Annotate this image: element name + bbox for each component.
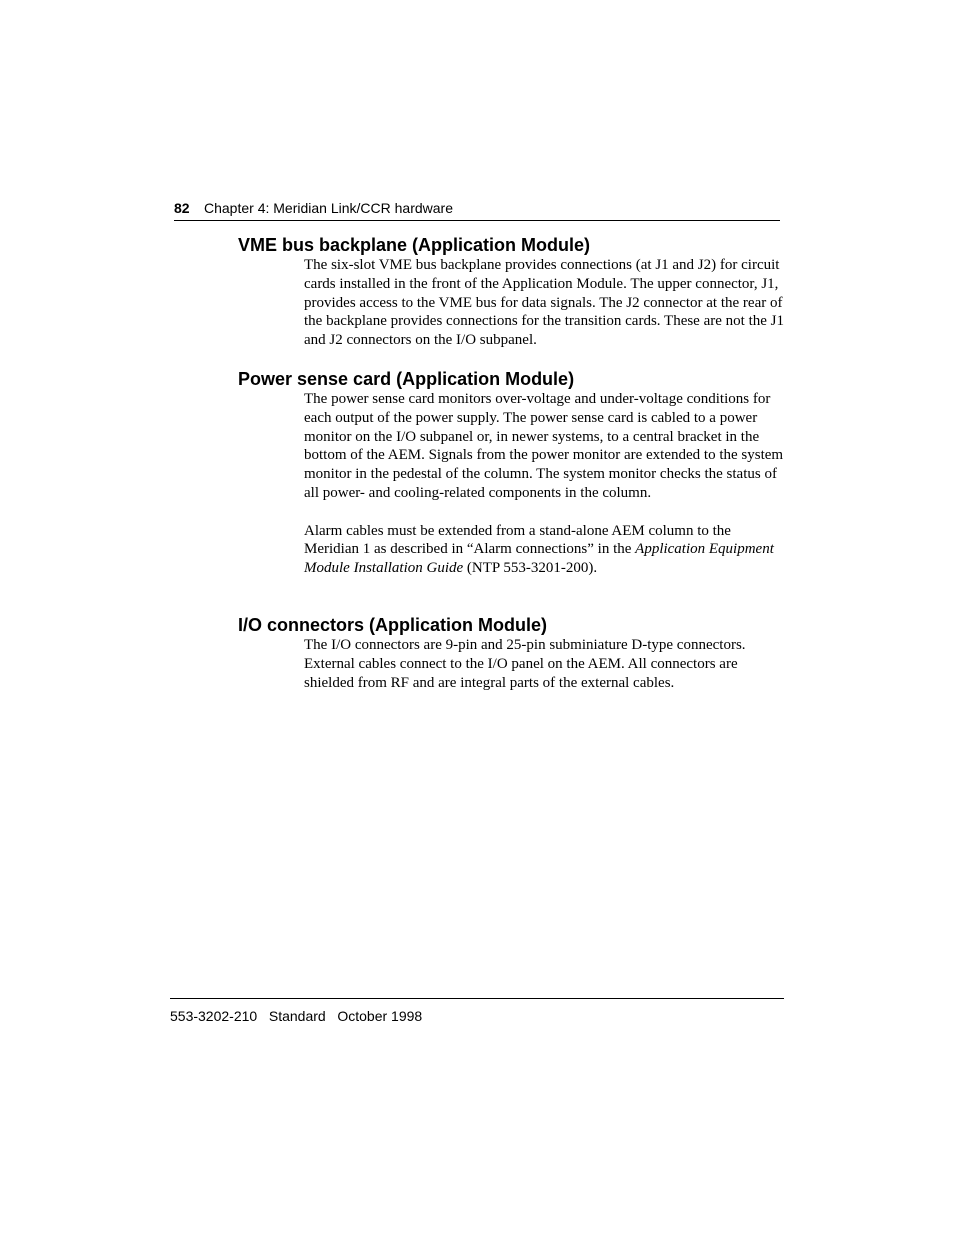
- alarm-paragraph: [304, 522, 786, 578]
- guide-title: Application Equipment Module Installation Guide: [304, 541, 774, 577]
- section-power-sense-card: [238, 368, 798, 578]
- page-footer: 553-3202-210 Standard October 1998: [170, 998, 784, 1024]
- section-body: The I/O connectors are 9-pin and 25-pin subminiature D-type connectors. External cables connect to the I/O panel on the AEM. All connectors are shielded from RF and are integral parts of the external cables.: [304, 637, 746, 691]
- section-vme-bus-backplane: [238, 234, 798, 350]
- section-heading: I/O connectors (Application Module): [238, 615, 548, 635]
- page-header: [174, 199, 780, 221]
- section-body: The power sense card monitors over-voltage and under-voltage conditions for each output of the power supply. The power sense card is cabled to a power monitor on the I/O subpanel or, in newer systems, to a central bracket in the bottom of the AEM. Signals from the power monitor are extended to the system monitor in the pedestal of the column. The system monitor checks the status of all power- and cooling-related components in the column.: [304, 391, 784, 501]
- ntp-reference: (NTP 553-3201-200).: [463, 560, 598, 577]
- alarm-text: Alarm cables must be extended from a stand-alone AEM column to the Meridian 1 as described in “Alarm connections” in the: [304, 522, 731, 558]
- chapter-title: Chapter 4: Meridian Link/CCR hardware: [204, 200, 453, 216]
- section-heading: VME bus backplane (Application Module): [238, 235, 591, 255]
- section-io-connectors: [238, 614, 798, 692]
- section-heading: Power sense card (Application Module): [238, 369, 575, 389]
- section-body: The six-slot VME bus backplane provides connections (at J1 and J2) for circuit cards installed in the front of the Application Module. The upper connector, J1, provides access to the VME bus for data signals. The J2 connector at the rear of the backplane provides connections for the transition cards. These are not the J1 and J2 connectors on the I/O subpanel.: [304, 257, 784, 349]
- page-number: 82: [174, 200, 190, 216]
